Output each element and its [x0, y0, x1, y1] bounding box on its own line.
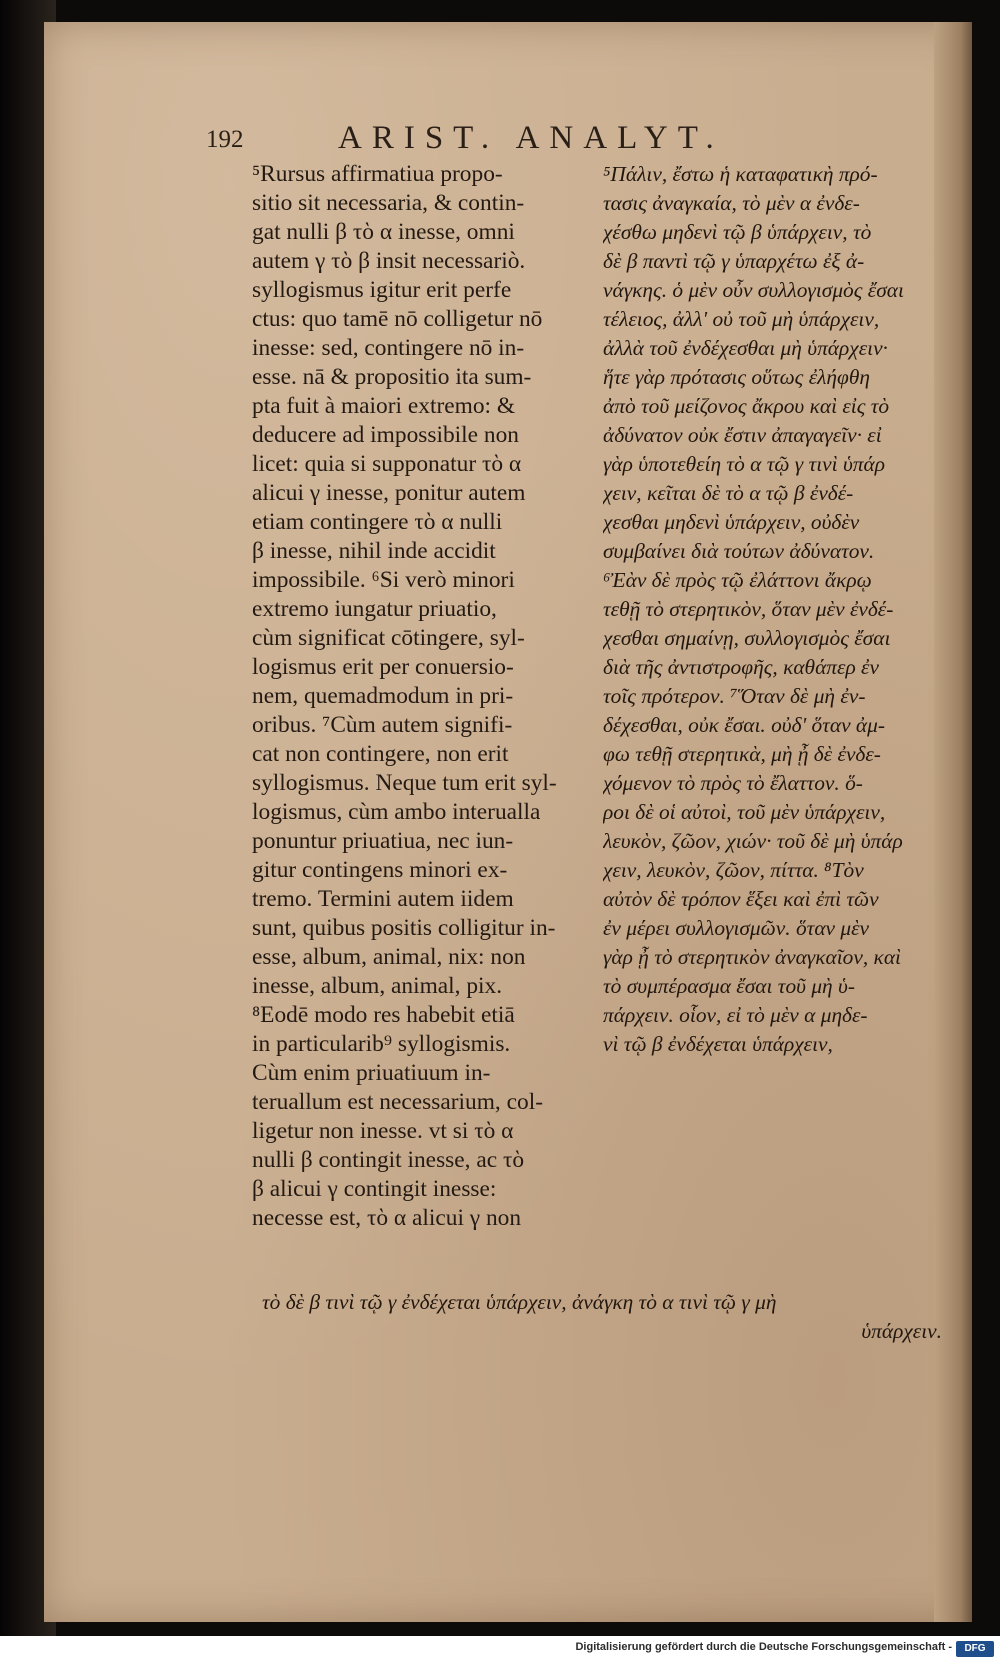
- greek-line: φω τεθῇ στερητικὰ, μὴ ᾖ δὲ ἐνδε-: [603, 742, 881, 766]
- latin-line: syllogismus. Neque tum erit syl-: [252, 770, 557, 796]
- dfg-logo-icon: DFG: [956, 1641, 994, 1657]
- latin-line: gat nulli β τὸ α inesse, omni: [252, 219, 515, 245]
- greek-line: πάρχειν. οἷον, εἰ τὸ μὲν α μηδε-: [603, 1003, 868, 1027]
- latin-line: β inesse, nihil inde accidit: [252, 538, 496, 564]
- latin-line: sitio sit necessaria, & contin-: [252, 190, 525, 216]
- latin-line: logismus, cùm ambo interualla: [252, 799, 541, 825]
- latin-line: ⁵Rursus affirmatiua propo-: [252, 161, 503, 187]
- latin-column: [252, 160, 597, 1233]
- latin-line: nulli β contingit inesse, ac τὸ: [252, 1147, 525, 1173]
- greek-line: ⁶Ἐὰν δὲ πρὸς τῷ ἐλάττονι ἄκρῳ: [603, 568, 872, 592]
- greek-line: χόμενον τὸ πρὸς τὸ ἔλαττον. ὅ-: [603, 771, 863, 795]
- footer-bar: [0, 1636, 1000, 1662]
- greek-line: χεσθαι σημαίνῃ, συλλογισμὸς ἔσαι: [603, 626, 891, 650]
- greek-line: τὸ συμπέρασμα ἔσαι τοῦ μὴ ὑ-: [603, 974, 855, 998]
- greek-line: ροι δὲ οἱ αὐτοὶ, τοῦ μὲν ὑπάρχειν,: [603, 800, 886, 824]
- latin-line: autem γ τὸ β insit necessariò.: [252, 248, 526, 274]
- latin-line: teruallum est necessarium, col-: [252, 1089, 543, 1115]
- page-edge: [934, 22, 972, 1622]
- latin-line: syllogismus igitur erit perfe: [252, 277, 512, 303]
- greek-line: χειν, λευκὸν, ζῶον, πίττα. ⁸Τὸν: [603, 858, 864, 882]
- latin-line: cùm significat cōtingere, syl-: [252, 625, 525, 651]
- greek-line: τασις ἀναγκαία, τὸ μὲν α ἐνδε-: [603, 191, 860, 215]
- latin-line: alicui γ inesse, ponitur autem: [252, 480, 526, 506]
- greek-column: [603, 160, 935, 1059]
- latin-line: nem, quemadmodum in pri-: [252, 683, 514, 709]
- latin-line: esse. nā & propositio ita sum-: [252, 364, 532, 390]
- greek-line: νάγκης. ὁ μὲν οὖν συλλογισμὸς ἔσαι: [603, 278, 904, 302]
- latin-line: logismus erit per conuersio-: [252, 654, 514, 680]
- greek-line: δέχεσθαι, οὐκ ἔσαι. οὐδ' ὅταν ἀμ-: [603, 713, 885, 737]
- greek-line: δὲ β παντὶ τῷ γ ὑπαρχέτω ἐξ ἀ-: [603, 249, 865, 273]
- latin-line: ctus: quo tamē nō colligetur nō: [252, 306, 543, 332]
- greek-line: ἀλλὰ τοῦ ἐνδέχεσθαι μὴ ὑπάρχειν·: [603, 336, 888, 360]
- latin-line: impossibile. ⁶Si verò minori: [252, 567, 515, 593]
- latin-line: ponuntur priuatiua, nec iun-: [252, 828, 514, 854]
- greek-line: χέσθω μηδενὶ τῷ β ὑπάρχειν, τὸ: [603, 220, 872, 244]
- latin-line: β alicui γ contingit inesse:: [252, 1176, 497, 1202]
- greek-line: διὰ τῆς ἀντιστροφῆς, καθάπερ ἐν: [603, 655, 879, 679]
- greek-line: γὰρ ὑποτεθείη τὸ α τῷ γ τινὶ ὑπάρ: [603, 452, 885, 476]
- greek-line: συμβαίνει διὰ τούτων ἀδύνατον.: [603, 539, 875, 563]
- continuation-line: τὸ δὲ β τινὶ τῷ γ ἐνδέχεται ὑπάρχειν, ἀνάγκη τὸ α τινὶ τῷ γ μὴ: [262, 1290, 777, 1314]
- latin-line: gitur contingens minori ex-: [252, 857, 508, 883]
- latin-line: extremo iungatur priuatio,: [252, 596, 497, 622]
- latin-line: pta fuit à maiori extremo: &: [252, 393, 516, 419]
- greek-line: ἐν μέρει συλλογισμῶν. ὅταν μὲν: [603, 916, 870, 940]
- greek-line: νὶ τῷ β ἐνδέχεται ὑπάρχειν,: [603, 1032, 833, 1056]
- latin-line: ⁸Eodē modo res habebit etiā: [252, 1002, 515, 1028]
- latin-line: licet: quia si supponatur τὸ α: [252, 451, 522, 477]
- continuation-line: ὑπάρχειν.: [861, 1319, 942, 1343]
- greek-line: χεσθαι μηδενὶ ὑπάρχειν, οὐδὲν: [603, 510, 860, 534]
- latin-line: etiam contingere τὸ α nulli: [252, 509, 503, 535]
- latin-line: tremo. Termini autem iidem: [252, 886, 514, 912]
- running-head: ARIST. ANALYT.: [338, 120, 724, 156]
- latin-line: cat non contingere, non erit: [252, 741, 509, 767]
- latin-line: ligetur non inesse. vt si τὸ α: [252, 1118, 514, 1144]
- greek-line: τέλειος, ἀλλ' οὐ τοῦ μὴ ὑπάρχειν,: [603, 307, 880, 331]
- greek-line: τοῖς πρότερον. ⁷Ὅταν δὲ μὴ ἐν-: [603, 684, 866, 708]
- latin-line: inesse, album, animal, pix.: [252, 973, 503, 999]
- greek-line: ἀδύνατον οὐκ ἔστιν ἀπαγαγεῖν· εἰ: [603, 423, 882, 447]
- latin-line: inesse: sed, contingere nō in-: [252, 335, 525, 361]
- latin-line: Cùm enim priuatiuum in-: [252, 1060, 491, 1086]
- latin-line: esse, album, animal, nix: non: [252, 944, 526, 970]
- latin-line: oribus. ⁷Cùm autem signifi-: [252, 712, 513, 738]
- page-number: 192: [206, 126, 244, 153]
- latin-line: in particularib⁹ syllogismis.: [252, 1031, 511, 1057]
- greek-line: ἀπὸ τοῦ μείζονος ἄκρου καὶ εἰς τὸ: [603, 394, 890, 418]
- latin-line: sunt, quibus positis colligitur in-: [252, 915, 556, 941]
- greek-line: γὰρ ᾖ τὸ στερητικὸν ἀναγκαῖον, καὶ: [603, 945, 901, 969]
- footer-credit: Digitalisierung gefördert durch die Deutsche Forschungsgemeinschaft -: [575, 1641, 952, 1653]
- greek-continuation: [262, 1288, 942, 1346]
- greek-line: χειν, κεῖται δὲ τὸ α τῷ β ἐνδέ-: [603, 481, 854, 505]
- latin-line: necesse est, τὸ α alicui γ non: [252, 1205, 522, 1231]
- greek-line: ἥτε γὰρ πρότασις οὕτως ἐλήφθη: [603, 365, 870, 389]
- greek-line: λευκὸν, ζῶον, χιών· τοῦ δὲ μὴ ὑπάρ: [603, 829, 903, 853]
- greek-line: ⁵Πάλιν, ἔστω ἡ καταφατικὴ πρό-: [603, 162, 878, 186]
- greek-line: αὐτὸν δὲ τρόπον ἕξει καὶ ἐπὶ τῶν: [603, 887, 879, 911]
- greek-line: τεθῇ τὸ στερητικὸν, ὅταν μὲν ἐνδέ-: [603, 597, 894, 621]
- latin-line: deducere ad impossibile non: [252, 422, 519, 448]
